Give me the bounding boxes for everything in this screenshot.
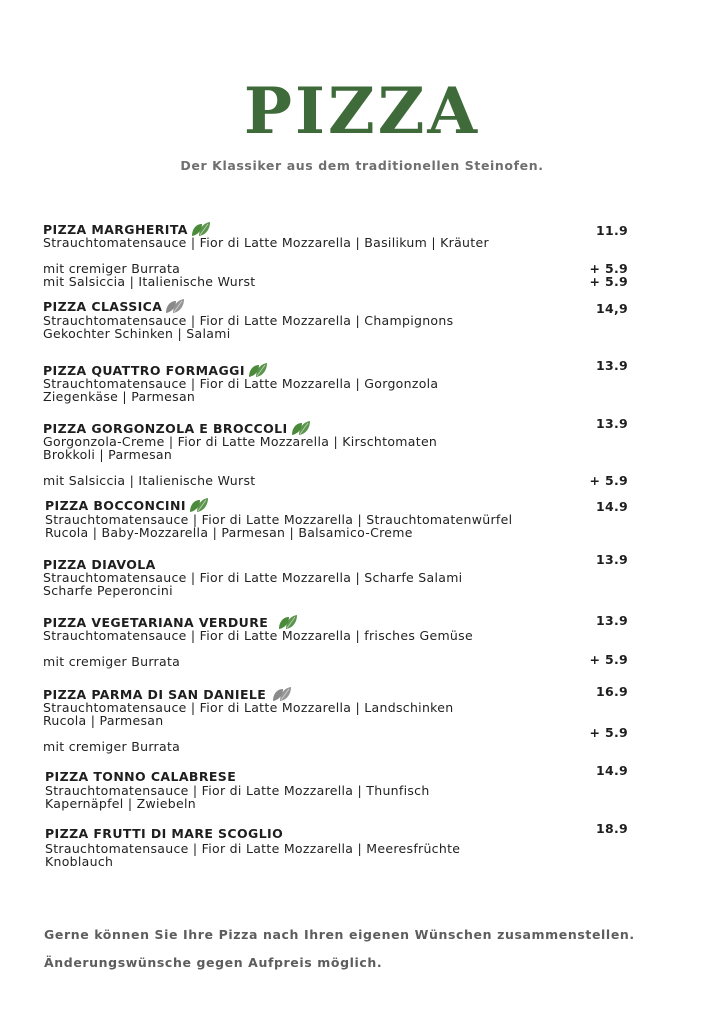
extra-price: + 5.9: [589, 261, 628, 276]
item-description: Strauchtomatensauce | Fior di Latte Mozzarella | Thunfisch Kapernäpfel | Zwiebeln: [45, 783, 430, 811]
extra-label: mit cremiger Burrata: [43, 261, 181, 276]
item-price: 14.9: [595, 499, 628, 514]
item-description: Strauchtomatensauce | Fior di Latte Mozzarella | Scharfe Salami Scharfe Peperoncini: [43, 570, 463, 598]
item-price: 13.9: [595, 613, 628, 628]
item-price: 18.9: [595, 821, 628, 836]
footer-note: Änderungswünsche gegen Aufpreis möglich.: [44, 955, 383, 970]
item-name-diavola: PIZZA DIAVOLA: [43, 557, 156, 572]
item-description: Strauchtomatensauce | Fior di Latte Mozzarella | Basilikum | Kräuter: [43, 235, 489, 250]
item-price: 16.9: [595, 684, 628, 699]
item-name-gorgonzola-broccoli: PIZZA GORGONZOLA E BROCCOLI: [43, 420, 311, 440]
item-description: Strauchtomatensauce | Fior di Latte Mozzarella | Strauchtomatenwürfel Rucola | Baby-Mozzarella | Parmesan | Balsamico-Creme: [45, 512, 513, 540]
extra-label: mit cremiger Burrata: [43, 739, 181, 754]
item-price: 14.9: [595, 763, 628, 778]
item-price: 13.9: [595, 358, 628, 373]
menu-title: PIZZA: [243, 74, 481, 149]
item-price: 13.9: [595, 552, 628, 567]
item-description: Strauchtomatensauce | Fior di Latte Mozzarella | Gorgonzola Ziegenkäse | Parmesan: [43, 376, 439, 404]
extra-label: mit Salsiccia | Italienische Wurst: [43, 473, 256, 488]
item-name-vegetariana-verdure: PIZZA VEGETARIANA VERDURE: [43, 614, 298, 634]
item-price: 13.9: [595, 416, 628, 431]
item-name-frutti-di-mare: PIZZA FRUTTI DI MARE SCOGLIO: [45, 826, 284, 841]
extra-price: + 5.9: [589, 473, 628, 488]
item-description: Strauchtomatensauce | Fior di Latte Mozzarella | Landschinken Rucola | Parmesan: [43, 700, 454, 728]
item-name-margherita: PIZZA MARGHERITA: [43, 221, 211, 241]
item-name-parma: PIZZA PARMA DI SAN DANIELE: [43, 686, 292, 706]
item-description: Strauchtomatensauce | Fior di Latte Mozzarella | frisches Gemüse: [43, 628, 473, 643]
item-description: Strauchtomatensauce | Fior di Latte Mozzarella | Champignons Gekochter Schinken | Salami: [43, 313, 454, 341]
extra-price: + 5.9: [589, 652, 628, 667]
item-price: 14,9: [595, 301, 628, 316]
footer-note: Gerne können Sie Ihre Pizza nach Ihren eigenen Wünschen zusammenstellen.: [44, 927, 635, 942]
menu-subtitle: Der Klassiker aus dem traditionellen Steinofen.: [180, 158, 544, 173]
item-name-bocconcini: PIZZA BOCCONCINI: [45, 497, 209, 517]
extra-price: + 5.9: [589, 274, 628, 289]
item-name-classica: PIZZA CLASSICA: [43, 298, 185, 318]
extra-label: mit cremiger Burrata: [43, 654, 181, 669]
extra-price: + 5.9: [589, 725, 628, 740]
extra-label: mit Salsiccia | Italienische Wurst: [43, 274, 256, 289]
item-name-tonno-calabrese: PIZZA TONNO CALABRESE: [45, 769, 237, 784]
item-price: 11.9: [595, 223, 628, 238]
item-description: Gorgonzola-Creme | Fior di Latte Mozzarella | Kirschtomaten Brokkoli | Parmesan: [43, 434, 438, 462]
item-description: Strauchtomatensauce | Fior di Latte Mozzarella | Meeresfrüchte Knoblauch: [45, 841, 461, 869]
item-name-quattro-formaggi: PIZZA QUATTRO FORMAGGI: [43, 362, 268, 382]
